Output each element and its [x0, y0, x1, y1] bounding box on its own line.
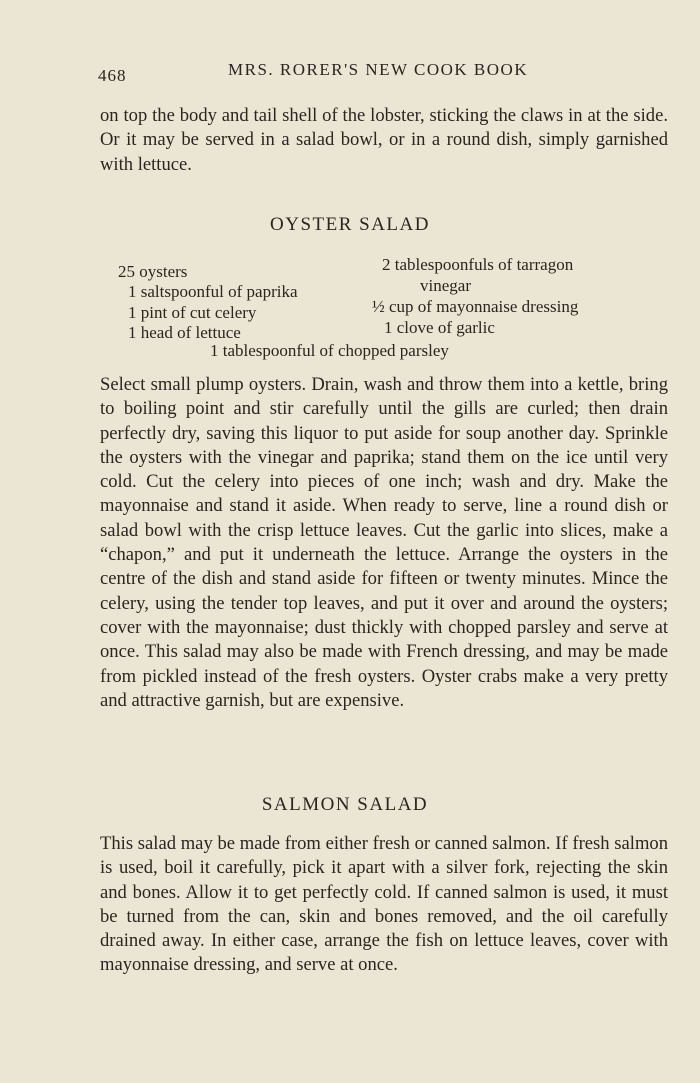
- page-number: 468: [98, 66, 127, 85]
- ingredient: 1 head of lettuce: [128, 323, 241, 342]
- intro-paragraph: on top the body and tail shell of the lobster, sticking the claws in at the side. Or it may be served in a salad bowl, or in a round dish, simply garnished with lettuce.: [100, 105, 668, 175]
- ingredient: 1 tablespoonful of chopped parsley: [210, 341, 449, 360]
- ingredient: 2 tablespoonfuls of tarragon: [382, 255, 574, 274]
- ingredient: vinegar: [420, 276, 471, 295]
- ingredient: ½ cup of mayonnaise dressing: [372, 297, 579, 316]
- page-header: [98, 60, 670, 90]
- ingredient: 1 saltspoonful of paprika: [128, 282, 298, 301]
- oyster-salad-method: Select small plump oysters. Drain, wash and throw them into a kettle, bring to boiling point and stir carefully until the gills are curled; then drain perfectly dry, saving this liquor to put aside for soup another day. Sprinkle the oysters with the vinegar and paprika; stand them on the ice until very cold. Cut the celery into pieces of one inch; wash and dry. Make the mayonnaise and stand it aside. When ready to serve, line a round dish or salad bowl with the crisp lettuce leaves. Cut the garlic into slices, make a “chapon,” and put it underneath the lettuce. Arrange the oysters in the centre of the dish and stand aside for fifteen or twenty minutes. Mince the celery, using the tender top leaves, and put it over and around the oysters; cover with the mayonnaise; dust thickly with chopped parsley and serve at once. This salad may also be made with French dressing, and may be made from pickled instead of the fresh oysters. Oyster crabs make a very pretty and attractive garnish, but are expensive.: [100, 374, 668, 711]
- salmon-salad-method: This salad may be made from either fresh or canned salmon. If fresh salmon is used, boil it carefully, pick it apart with a silver fork, rejecting the skin and bones. Allow it to get perfectly cold. If canned salmon is used, it must be turned from the can, skin and bones removed, and the oil carefully drained away. In either case, arrange the fish on lettuce leaves, cover with mayonnaise dressing, and serve at once.: [100, 833, 668, 976]
- salmon-salad-title: SALMON SALAD: [261, 794, 429, 815]
- ingredient: 25 oysters: [118, 262, 188, 281]
- ingredient: 1 pint of cut celery: [128, 303, 257, 322]
- ingredient: 1 clove of garlic: [384, 318, 495, 337]
- oyster-salad-title: OYSTER SALAD: [270, 214, 430, 235]
- running-title: MRS. RORER'S NEW COOK BOOK: [228, 60, 529, 79]
